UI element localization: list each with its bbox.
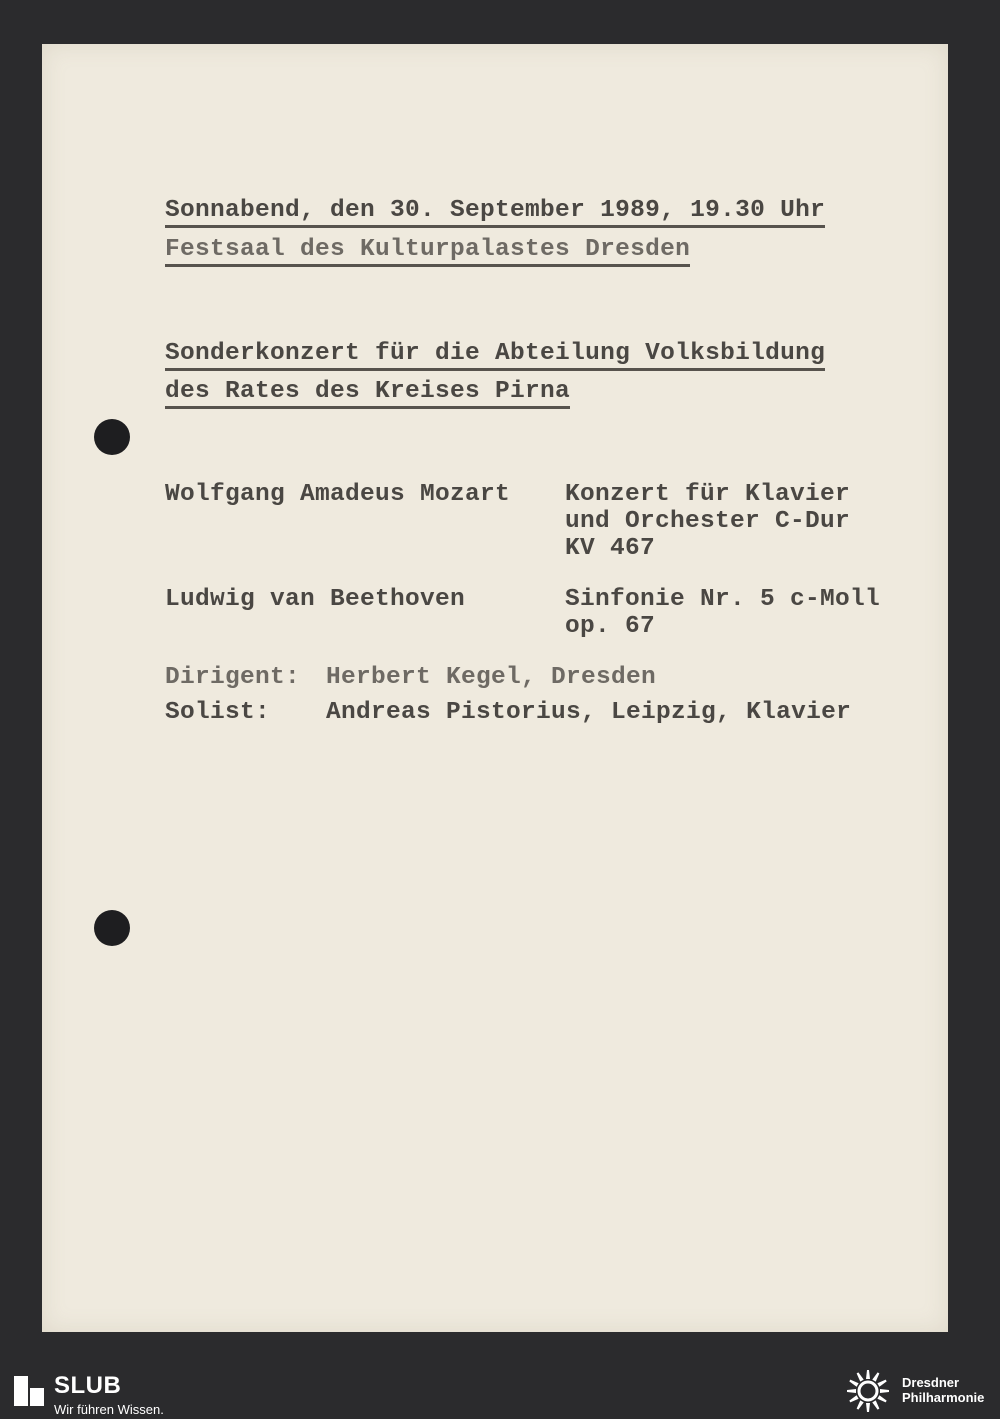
- composer-mozart: Wolfgang Amadeus Mozart: [165, 481, 511, 508]
- event-title-line2: des Rates des Kreises Pirna: [165, 378, 570, 409]
- philharmonie-line2: Philharmonie: [902, 1390, 985, 1405]
- slub-name: SLUB: [54, 1372, 122, 1399]
- conductor-label: Dirigent:: [165, 664, 301, 691]
- composer-beethoven: Ludwig van Beethoven: [165, 586, 466, 613]
- philharmonie-line1: Dresdner: [902, 1375, 960, 1390]
- work-mozart-line3: KV 467: [565, 535, 656, 562]
- slub-logo-icon: [14, 1374, 44, 1408]
- soloist-label: Solist:: [165, 699, 271, 726]
- venue-line: Festsaal des Kulturpalastes Dresden: [165, 236, 690, 267]
- punch-hole: [94, 910, 130, 946]
- event-title-line1: Sonderkonzert für die Abteilung Volksbildung: [165, 340, 825, 371]
- slub-tagline: Wir führen Wissen.: [54, 1402, 164, 1417]
- philharmonie-name: [902, 1375, 984, 1405]
- philharmonie-logo-icon: [842, 1368, 894, 1414]
- work-mozart-line2: und Orchester C-Dur: [565, 508, 851, 535]
- date-time-line: Sonnabend, den 30. September 1989, 19.30 Uhr: [165, 197, 825, 228]
- soloist-name: Andreas Pistorius, Leipzig, Klavier: [326, 699, 852, 726]
- footer-bar: [0, 1360, 1000, 1419]
- work-mozart-line1: Konzert für Klavier: [565, 481, 851, 508]
- work-beethoven-line2: op. 67: [565, 613, 656, 640]
- punch-hole: [94, 419, 130, 455]
- conductor-name: Herbert Kegel, Dresden: [326, 664, 657, 691]
- work-beethoven-line1: Sinfonie Nr. 5 c-Moll: [565, 586, 881, 613]
